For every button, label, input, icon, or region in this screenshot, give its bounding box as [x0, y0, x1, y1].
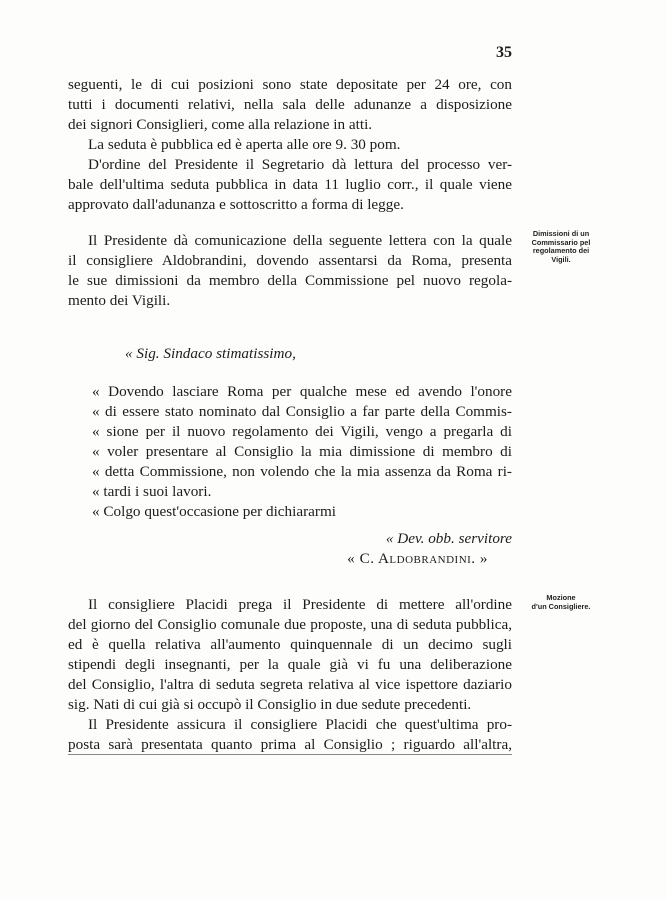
- text-line: dei signori Consiglieri, come alla relazione in atti.: [68, 116, 373, 133]
- letter-line: « tardi i suoi lavori.: [92, 483, 212, 500]
- text-line: sig. Nati di cui già si occupò il Consiglio in due sedute precedenti.: [68, 696, 472, 713]
- letter-line: « Dovendo lasciare Roma per qualche mese ed avendo l'onore: [92, 383, 512, 400]
- text-line: ed è quella relativa all'aumento quinquennale di un decimo sugli: [68, 636, 512, 653]
- margin-note-mozione: [520, 594, 602, 611]
- text-line: tutti i documenti relativi, nella sala delle adunanze a disposizione: [68, 96, 512, 113]
- text-line: posta sarà presentata quanto prima al Consiglio ; riguardo all'altra,: [68, 736, 512, 753]
- margin-note-line: Mozione: [546, 593, 576, 602]
- text-line: Il Presidente dà comunicazione della seguente lettera con la quale: [88, 232, 512, 249]
- letter-line: « di essere stato nominato dal Consiglio a far parte della Commis-: [92, 403, 512, 420]
- letter-line: « sione per il nuovo regolamento dei Vigili, vengo a pregarla di: [92, 423, 512, 440]
- text-line: La seduta è pubblica ed è aperta alle ore 9. 30 pom.: [88, 136, 401, 153]
- text-line: D'ordine del Presidente il Segretario dà lettura del processo ver-: [88, 156, 512, 173]
- letter-line: « detta Commissione, non volendo che la mia assenza da Roma ri-: [92, 463, 512, 480]
- margin-note-line: Commissario pel: [531, 237, 591, 247]
- margin-note-line: Vigili.: [551, 254, 571, 264]
- margin-note-dimissioni: [520, 230, 602, 264]
- letter-line: « voler presentare al Consiglio la mia dimissione di membro di: [92, 443, 512, 460]
- text-line: stipendi degli insegnanti, per la quale già vi fu una deliberazione: [68, 656, 512, 673]
- text-line: approvato dall'adunanza e sottoscritto a forma di legge.: [68, 196, 404, 213]
- margin-note-line: Dimissioni di un: [532, 229, 590, 238]
- letter-closing: « Colgo quest'occasione per dichiararmi: [92, 503, 336, 520]
- text-line: del giorno del Consiglio comunale due proposte, una di seduta pubblica,: [68, 616, 512, 633]
- margin-note-line: d'un Consigliere.: [531, 601, 591, 611]
- text-line: del Consiglio, l'altra di seduta segreta relativa al vice ispettore daziario: [68, 676, 512, 693]
- text-line: Il Presidente assicura il consigliere Placidi che quest'ultima pro-: [88, 716, 512, 733]
- letter-signature: « C. Aldobrandini. »: [347, 550, 488, 567]
- margin-note-line: regolamento dei: [532, 246, 590, 255]
- letter-sign-off: « Dev. obb. servitore: [385, 530, 512, 547]
- bottom-rule: [68, 754, 512, 755]
- text-line: bale dell'ultima seduta pubblica in data 11 luglio corr., il quale viene: [68, 176, 512, 193]
- text-line: seguenti, le di cui posizioni sono state depositate per 24 ore, con: [68, 76, 512, 93]
- text-line: mento dei Vigili.: [68, 292, 171, 309]
- text-line: le sue dimissioni da membro della Commissione pel nuovo regola-: [68, 272, 512, 289]
- page-number: 35: [496, 44, 512, 61]
- text-line: il consigliere Aldobrandini, dovendo assentarsi da Roma, presenta: [68, 252, 512, 269]
- letter-salutation: « Sig. Sindaco stimatissimo,: [125, 345, 296, 362]
- text-line: Il consigliere Placidi prega il Presidente di mettere all'ordine: [88, 596, 512, 613]
